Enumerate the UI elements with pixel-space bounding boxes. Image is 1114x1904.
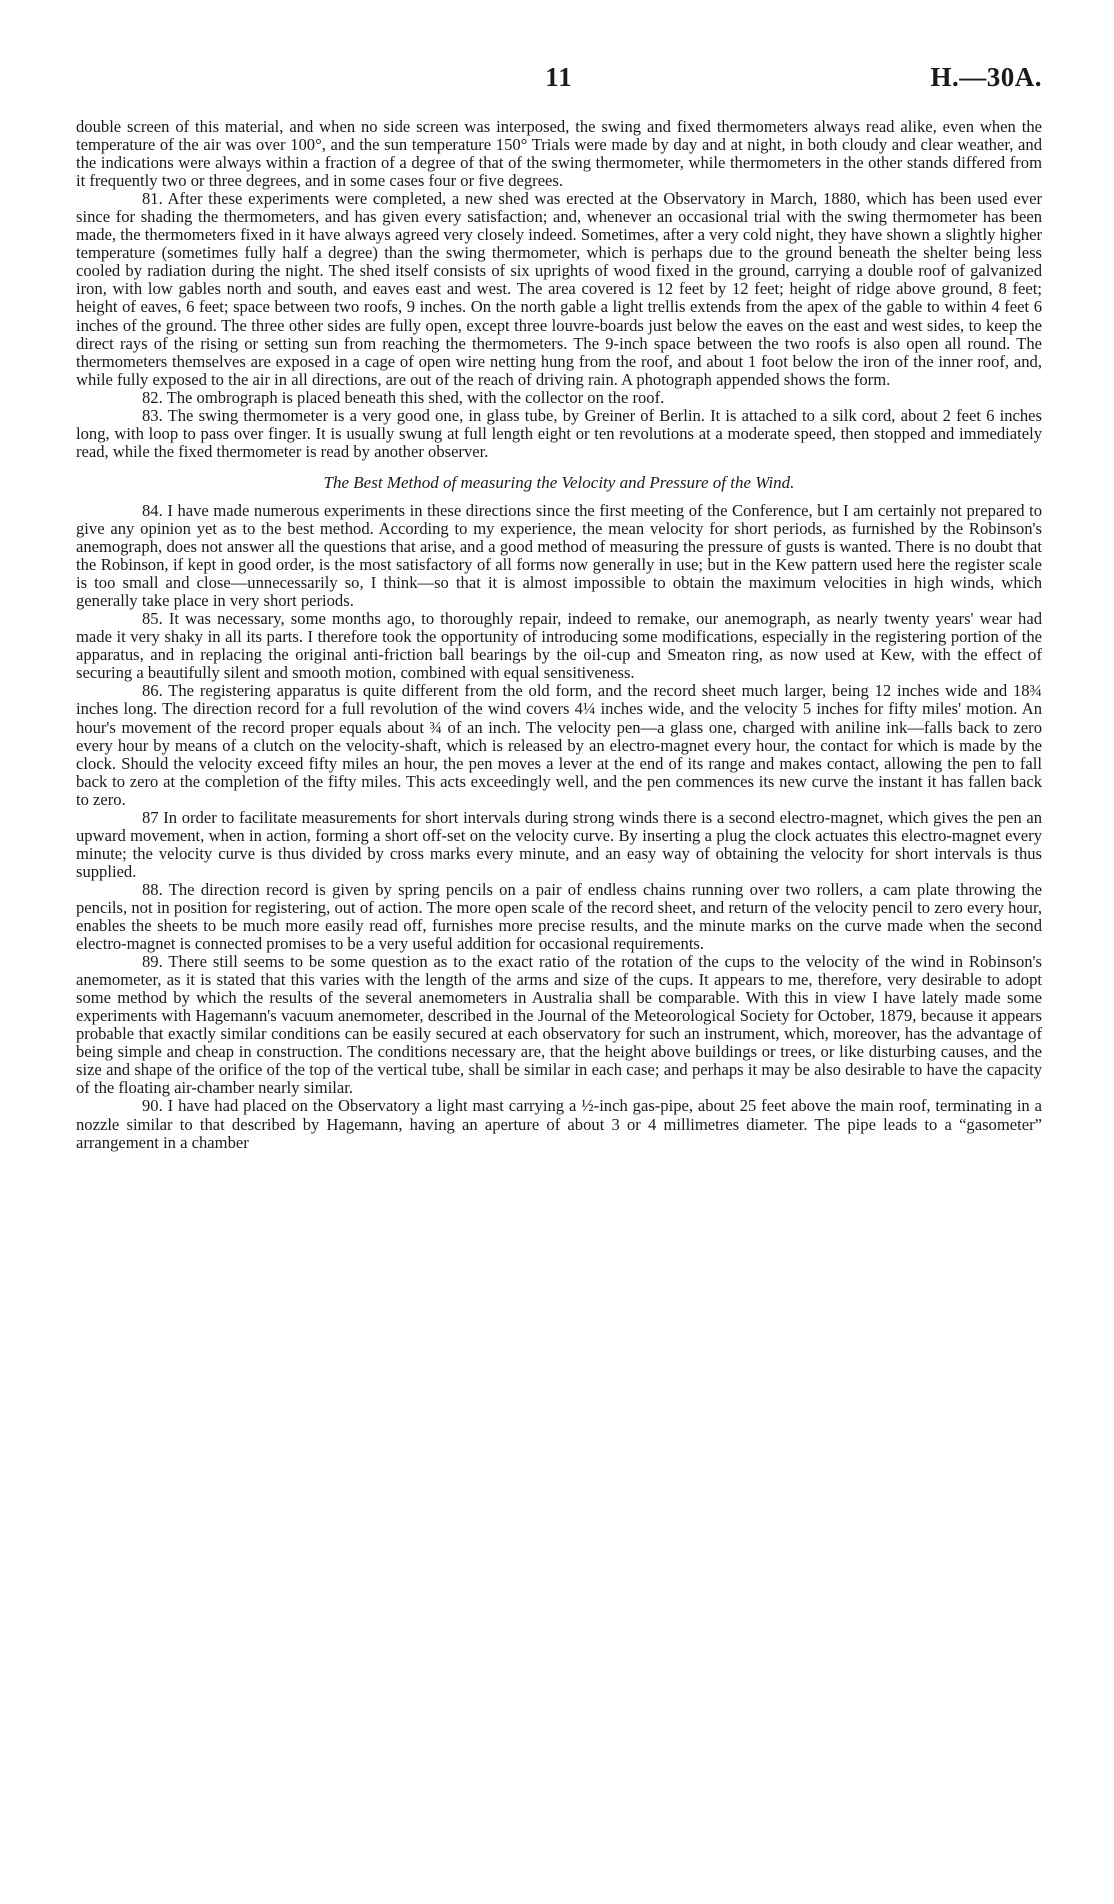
paragraph-88: 88. The direction record is given by spring pencils on a pair of endless chains running over two rollers, a cam plate throwing the pencils, not in position for registering, out of action. The more open scale of the record sheet, and return of the velocity pencil to zero every hour, enables the sheets to be much more easily read off, furnishes more precise results, and the minute marks on the curve made when the second electro-magnet is connected promises to be a very useful addition for occasional requirements. xyxy=(76,879,1042,954)
paragraph-84: 84. I have made numerous experiments in these directions since the first meeting of the Conference, but I am certainly not prepared to give any opinion yet as to the best method. According to my experience, the mean velocity for short periods, as furnished by the Robinson's anemograph, does not answer all the questions that arise, and a good method of measuring the pressure of gusts is wanted. There is no doubt that the Robinson, if kept in good order, is the most satisfactory of all forms now generally in use; but in the Kew pattern used here the register scale is too small and close—unnecessarily so, I think—so that it is almost impossible to obtain the maximum velocities in high winds, which generally take place in very short periods. xyxy=(76,500,1042,611)
paragraph-continuation: double screen of this material, and when no side screen was interposed, the swing and fixed thermometers always read alike, even when the temperature of the air was over 100°, and the sun temperature 150° Trials were made by day and at night, in both cloudy and clear weather, and the indications were always within a fraction of a degree of that of the swing thermometer, while thermometers in the other stands differed from it frequently two or three degrees, and in some cases four or five degrees. xyxy=(76,117,1042,191)
page-number: 11 xyxy=(545,62,573,92)
paragraph-83: 83. The swing thermometer is a very good one, in glass tube, by Greiner of Berlin. It is attached to a silk cord, about 2 feet 6 inches long, with loop to pass over finger. It is usually swung at full length eight or ten revolutions at a moderate speed, then stopped and immediately read, while the fixed thermometer is read by another observer. xyxy=(76,405,1042,461)
section-heading: The Best Method of measuring the Velocity and Pressure of the Wind. xyxy=(323,472,795,492)
paragraph-89: 89. There still seems to be some question as to the exact ratio of the rotation of the cups to the velocity of the wind in Robinson's anemometer, as it is stated that this varies with the length of the arms and size of the cups. It appears to me, therefore, very desirable to adopt some method by which the results of the several anemometers in Australia shall be comparable. With this in view I have lately made some experiments with Hagemann's vacuum anemometer, described in the Journal of the Meteorological Society for October, 1879, because it appears probable that exactly similar conditions can be easily secured at each observatory for such an instrument, which, moreover, has the advantage of being simple and cheap in construction. The conditions necessary are, that the height above buildings or trees, or like disturbing causes, and the size and shape of the orifice of the top of the vertical tube, shall be similar in each case; and perhaps it may be also desirable to have the capacity of the floating air-chamber nearly similar. xyxy=(76,952,1042,1098)
body-text xyxy=(76,118,1042,1152)
paragraph-81: 81. After these experiments were completed, a new shed was erected at the Observatory in March, 1880, which has been used ever since for shading the thermometers, and has given every satisfaction; and, whenever an occasional trial with the swing thermometer has been made, the thermometers fixed in it have always agreed very closely indeed. Sometimes, after a very cold night, they have shown a slightly higher temperature (sometimes fully half a degree) than the swing thermometer, which is perhaps due to the ground beneath the shelter being less cooled by radiation during the night. The shed itself consists of six uprights of wood fixed in the ground, carrying a double roof of galvanized iron, with low gables north and south, and eaves east and west. The area covered is 12 feet by 12 feet; height of ridge above ground, 8 feet; height of eaves, 6 feet; space between two roofs, 9 inches. On the north gable a light trellis extends from the apex of the gable to within 4 feet 6 inches of the ground. The three other sides are fully open, except three louvre-boards just below the eaves on the east and west sides, to keep the direct rays of the rising or setting sun from reaching the thermometers. The 9-inch space between the two roofs is also open all round. The thermometers themselves are exposed in a cage of open wire netting hung from the roof, and about 1 foot below the iron of the inner roof, and, while fully exposed to the air in all directions, are out of the reach of driving rain. A photograph appended shows the form. xyxy=(76,189,1042,389)
paragraph-85: 85. It was necessary, some months ago, to thoroughly repair, indeed to remake, our anemograph, as nearly twenty years' wear had made it very shaky in all its parts. I therefore took the opportunity of introducing some modifications, especially in the registering portion of the apparatus, and in replacing the original anti-friction ball bearings by the oil-cup and Smeaton ring, as now used at Kew, with the effect of securing a beautifully silent and smooth motion, combined with equal sensitiveness. xyxy=(76,609,1042,683)
paragraph-90: 90. I have had placed on the Observatory a light mast carrying a ½-inch gas-pipe, about 25 feet above the main roof, terminating in a nozzle similar to that described by Hagemann, having an aperture of about 3 or 4 millimetres diameter. The pipe leads to a “gasometer” arrangement in a chamber xyxy=(76,1096,1042,1152)
paragraph-82: 82. The ombrograph is placed beneath this shed, with the collector on the roof. xyxy=(142,387,665,407)
paragraph-86: 86. The registering apparatus is quite different from the old form, and the record sheet much larger, being 12 inches wide and 18¾ inches long. The direction record for a full revolution of the wind covers 4¼ inches wide, and the velocity 5 inches for fifty miles' motion. An hour's movement of the record proper equals about ¾ of an inch. The velocity pen—a glass one, charged with aniline ink—falls back to zero every hour by means of a clutch on the velocity-shaft, which is released by an electro-magnet every hour, the contact for which is made by the clock. Should the velocity exceed fifty miles an hour, the pen moves a lever at the end of its range and makes contact, allowing the pen to fall back to zero at the completion of the fifty miles. This acts exceedingly well, and the pen commences its new curve the instant it has fallen back to zero. xyxy=(76,681,1042,809)
document-reference: H.—30A. xyxy=(930,62,1042,92)
page-header xyxy=(76,62,1042,98)
paragraph-87: 87 In order to facilitate measurements for short intervals during strong winds there is a second electro-magnet, which gives the pen an upward movement, when in action, forming a short off-set on the velocity curve. By inserting a plug the clock actuates this electro-magnet every minute; the velocity curve is thus divided by cross marks every minute, and an easy way of obtaining the velocity for short intervals is thus supplied. xyxy=(76,807,1042,881)
